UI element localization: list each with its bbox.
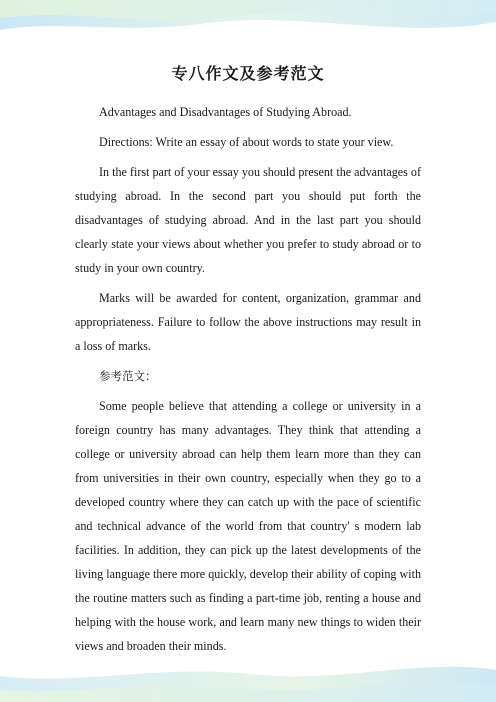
document-title: 专八作文及参考范文: [171, 64, 325, 83]
sample-label-text: 参考范文：: [99, 369, 157, 383]
sample-essay-paragraph: Some people believe that attending a college or university in a foreign country has many advantages. They think that attending a college or university abroad can help them learn more than they can from universities in their own country, especially when they go to a developed country where they can catch up with the pace of scientific and technical advance of the world from that country' s modern lab facilities. In addition, they can pick up the latest developments of the living language there more quickly, develop their ability of coping with the routine matters such as finding a part-time job, renting a house and helping with the house work, and learn many new things to widen their views and broaden their minds.: [75, 399, 421, 653]
marks-paragraph: Marks will be awarded for content, organization, grammar and appropriateness. Failure to follow the above instructions may result in a loss of marks.: [75, 291, 421, 353]
document-page: [75, 62, 421, 664]
essay-topic: Advantages and Disadvantages of Studying Abroad.: [99, 105, 352, 119]
top-wave-decoration: [0, 0, 496, 52]
sample-essay-label: [75, 364, 421, 388]
instruction-paragraph: In the first part of your essay you should present the advantages of studying abroad. In the second part you should put forth the disadvantages of studying abroad. And in the last part you should clearly state your views about whether you prefer to study abroad or to study in your own country.: [75, 165, 421, 275]
essay-directions: Directions: Write an essay of about words to state your view.: [99, 135, 394, 149]
